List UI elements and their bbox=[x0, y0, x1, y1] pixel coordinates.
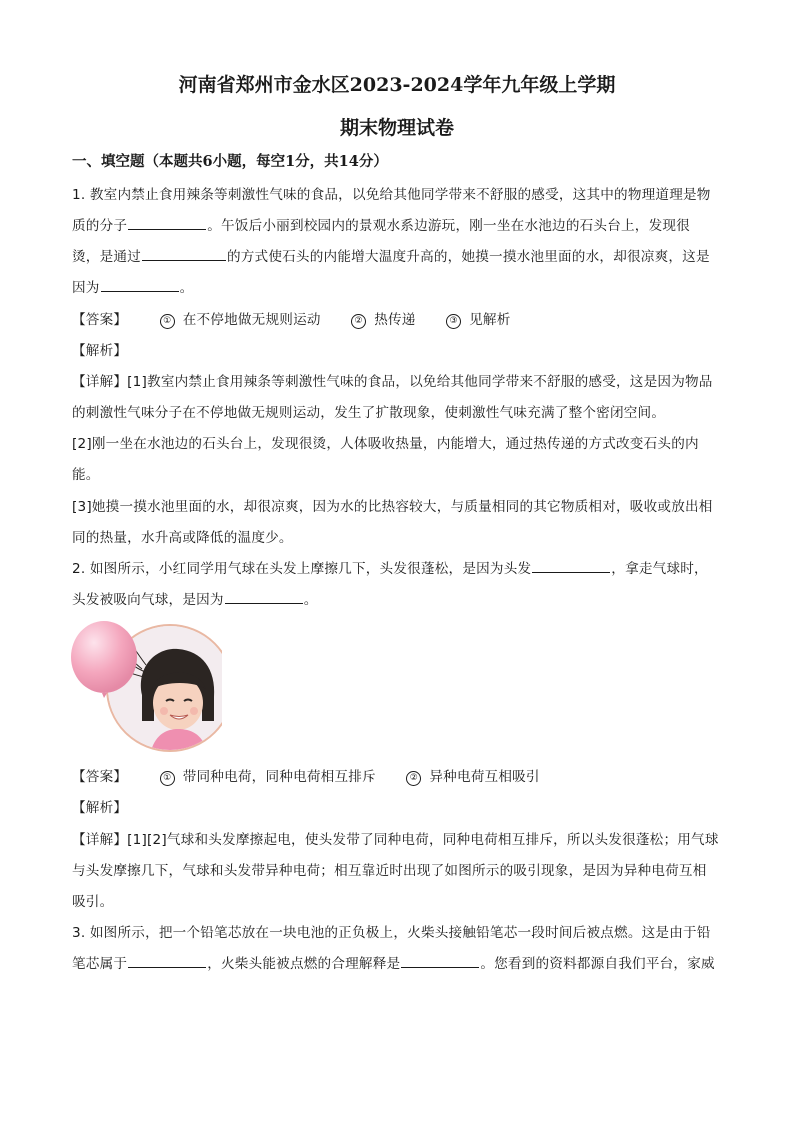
q1-text: 。 bbox=[179, 280, 194, 296]
q2-text: ，拿走气球时， bbox=[611, 561, 708, 577]
q2-detail-line: 与头发摩擦几下，气球和头发带异种电荷；相互靠近时出现了如图所示的吸引现象，是因为异种电荷互相 bbox=[72, 863, 707, 879]
q1-blank-1[interactable] bbox=[128, 217, 206, 230]
q1-line2 bbox=[72, 214, 722, 234]
q1-line1: 1. 教室内禁止食用辣条等刺激性气味的食品，以免给其他同学带来不舒服的感受，这其中的物理道理是物 bbox=[72, 187, 711, 203]
circle-number: ② bbox=[351, 314, 366, 329]
circle-number: ③ bbox=[446, 314, 461, 329]
circle-number: ① bbox=[160, 314, 175, 329]
balloon-girl-image bbox=[70, 617, 222, 755]
q2-line1 bbox=[72, 557, 722, 577]
q1-answer bbox=[72, 308, 722, 329]
q1-blank-3[interactable] bbox=[101, 279, 179, 292]
q2-text: 。 bbox=[303, 592, 318, 608]
q1-detail-line: [3]她摸一摸水池里面的水，却很凉爽，因为水的比热容较大，与质量相同的其它物质相对，吸收或放出相 bbox=[72, 499, 713, 515]
q1-text: 因为 bbox=[72, 280, 100, 296]
answer-item bbox=[351, 312, 415, 328]
q3-text: 。您看到的资料都源自我们平台，家威 bbox=[480, 956, 715, 972]
answer-item bbox=[160, 769, 376, 785]
q1-text: 的方式使石头的内能增大温度升高的，她摸一摸水池里面的水，却很凉爽，这是 bbox=[226, 249, 710, 265]
q1-detail-line: 的刺激性气味分子在不停地做无规则运动，发生了扩散现象，使刺激性气味充满了整个密闭空间。 bbox=[72, 405, 666, 421]
q3-line2 bbox=[72, 952, 722, 972]
q2-text: 2. 如图所示，小红同学用气球在头发上摩擦几下，头发很蓬松，是因为头发 bbox=[72, 561, 532, 577]
q3-blank-2[interactable] bbox=[401, 955, 479, 968]
q2-blank-2[interactable] bbox=[225, 591, 303, 604]
circle-number: ② bbox=[406, 771, 421, 786]
q1-text: 。午饭后小丽到校园内的景观水系边游玩，刚一坐在水池边的石头台上，发现很 bbox=[207, 218, 690, 234]
q3-text: 笔芯属于 bbox=[72, 956, 128, 972]
q2-answer bbox=[72, 765, 722, 786]
q2-detail-line: 吸引。 bbox=[72, 894, 114, 910]
q2-text: 头发被吸向气球，是因为 bbox=[72, 592, 224, 608]
answer-text: 见解析 bbox=[469, 312, 511, 328]
q1-blank-2[interactable] bbox=[142, 248, 226, 261]
section-heading: 一、填空题（本题共6小题，每空1分，共14分） bbox=[72, 153, 388, 170]
q3-text: ，火柴头能被点燃的合理解释是 bbox=[207, 956, 401, 972]
q3-blank-1[interactable] bbox=[128, 955, 206, 968]
q1-line4 bbox=[72, 276, 722, 296]
q1-detail-line: 【详解】[1]教室内禁止食用辣条等刺激性气味的食品，以免给其他同学带来不舒服的感受，这是因为物品 bbox=[72, 374, 713, 390]
q2-blank-1[interactable] bbox=[532, 560, 610, 573]
answer-item bbox=[446, 312, 510, 328]
answer-label: 【答案】 bbox=[72, 312, 128, 328]
q1-line3 bbox=[72, 245, 722, 265]
answer-label: 【答案】 bbox=[72, 769, 128, 785]
q1-analysis-label: 【解析】 bbox=[72, 343, 128, 359]
q1-text: 烫，是通过 bbox=[72, 249, 141, 265]
answer-text: 热传递 bbox=[374, 312, 416, 328]
exam-title-line2: 期末物理试卷 bbox=[339, 117, 454, 139]
answer-text: 在不停地做无规则运动 bbox=[182, 312, 321, 328]
q1-detail-line: 能。 bbox=[72, 467, 100, 483]
answer-text: 带同种电荷，同种电荷相互排斥 bbox=[182, 769, 376, 785]
answer-item bbox=[160, 312, 321, 328]
q1-detail-line: 同的热量，水升高或降低的温度少。 bbox=[72, 530, 293, 546]
q3-line1: 3. 如图所示，把一个铅笔芯放在一块电池的正负极上，火柴头接触铅笔芯一段时间后被点燃。这是由于铅 bbox=[72, 925, 711, 941]
answer-item bbox=[406, 769, 539, 785]
q2-detail-line: 【详解】[1][2]气球和头发摩擦起电，使头发带了同种电荷，同种电荷相互排斥，所以头发很蓬松；用气球 bbox=[72, 832, 719, 848]
q2-analysis-label: 【解析】 bbox=[72, 800, 128, 816]
q1-detail-line: [2]刚一坐在水池边的石头台上，发现很烫，人体吸收热量，内能增大，通过热传递的方式改变石头的内 bbox=[72, 436, 699, 452]
q2-line2 bbox=[72, 588, 722, 608]
answer-text: 异种电荷互相吸引 bbox=[429, 769, 540, 785]
balloon bbox=[71, 621, 137, 693]
q1-text: 质的分子 bbox=[72, 218, 128, 234]
circle-number: ① bbox=[160, 771, 175, 786]
exam-title-line1: 河南省郑州市金水区2023-2024学年九年级上学期 bbox=[178, 74, 616, 96]
